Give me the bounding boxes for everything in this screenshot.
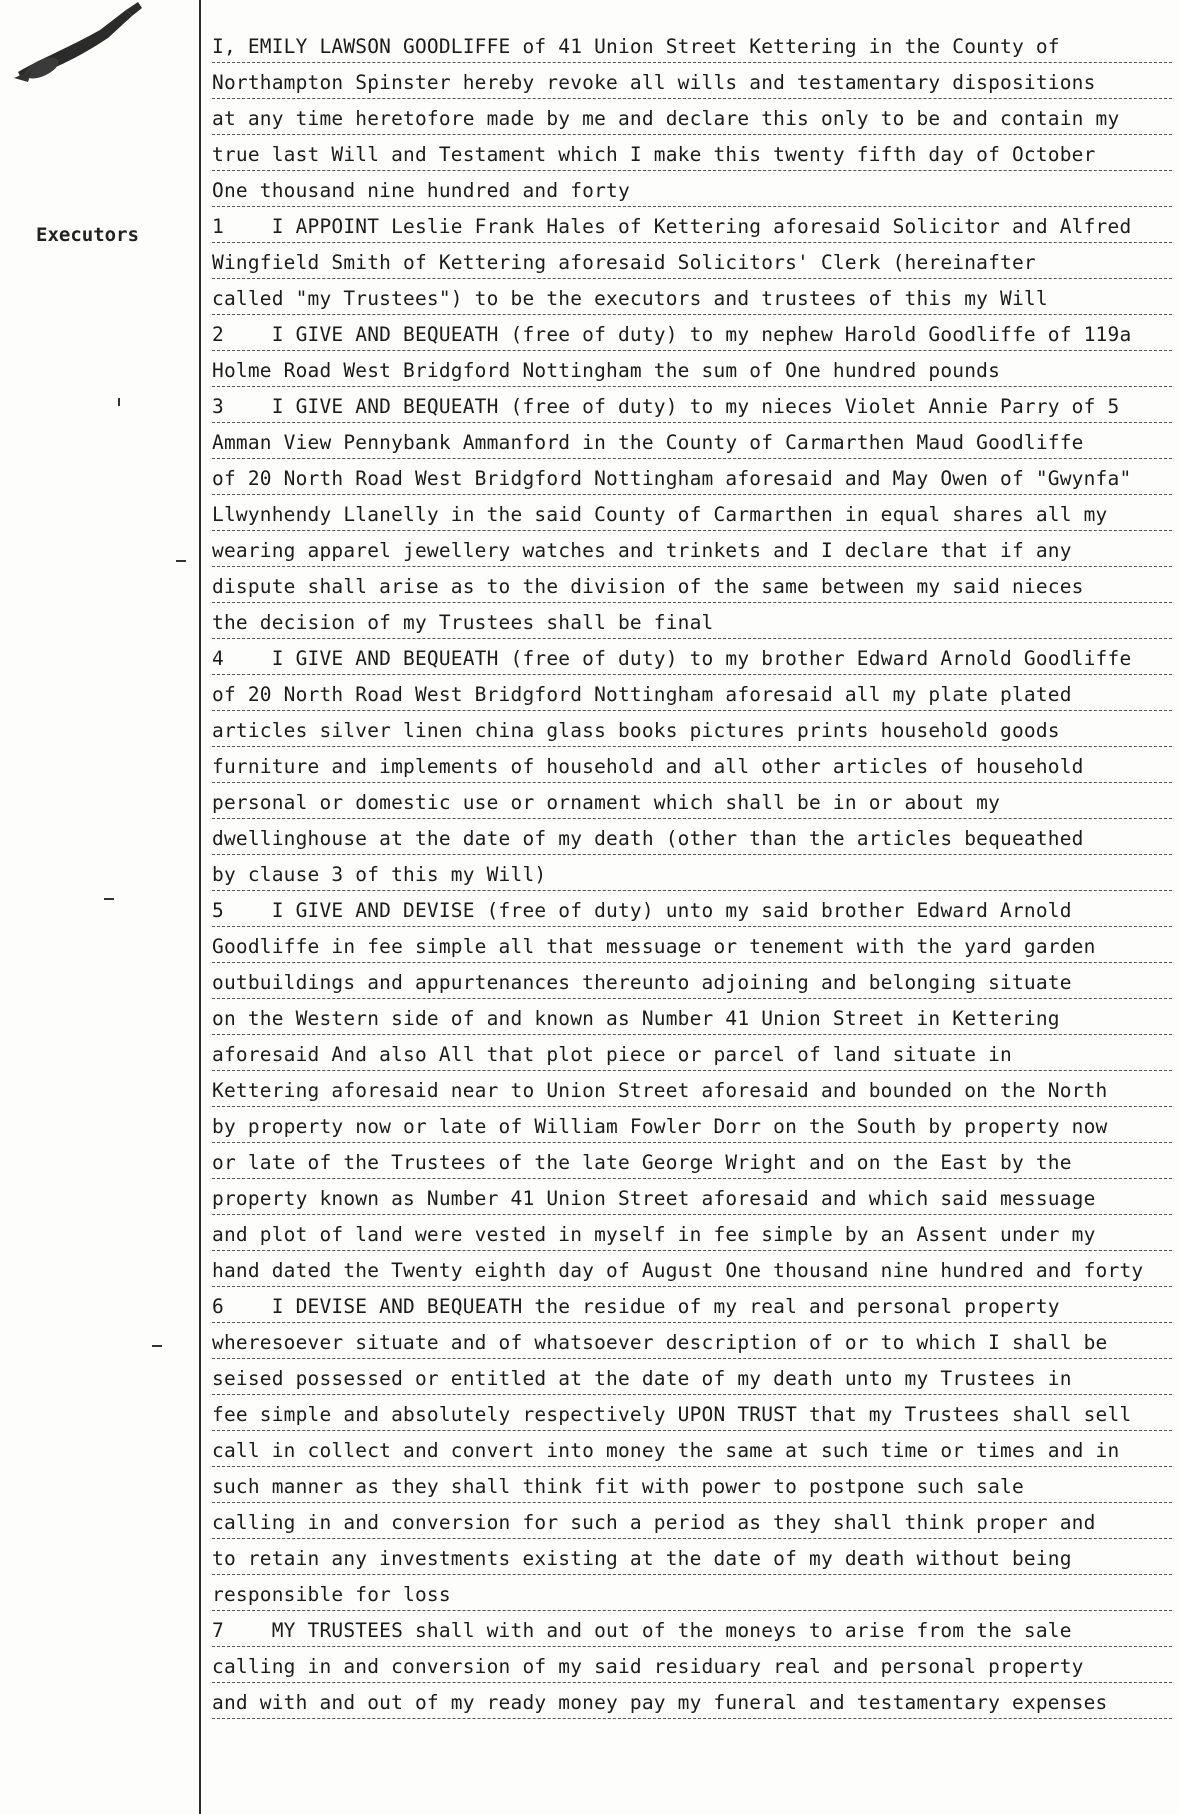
text-line: furniture and implements of household and all other articles of household	[212, 756, 1172, 783]
text-line: 5 I GIVE AND DEVISE (free of duty) unto my said brother Edward Arnold	[212, 900, 1172, 927]
text-line: One thousand nine hundred and forty	[212, 180, 1172, 207]
margin-mark	[104, 898, 114, 900]
margin-mark	[118, 398, 120, 406]
ribbon-seal-icon	[8, 0, 158, 90]
text-line: on the Western side of and known as Number 41 Union Street in Kettering	[212, 1008, 1172, 1035]
text-line: by clause 3 of this my Will)	[212, 864, 1172, 891]
text-line: or late of the Trustees of the late George Wright and on the East by the	[212, 1152, 1172, 1179]
text-line: wearing apparel jewellery watches and trinkets and I declare that if any	[212, 540, 1172, 567]
text-line: property known as Number 41 Union Street aforesaid and which said messuage	[212, 1188, 1172, 1215]
text-line: dispute shall arise as to the division of the same between my said nieces	[212, 576, 1172, 603]
text-line: dwellinghouse at the date of my death (other than the articles bequeathed	[212, 828, 1172, 855]
text-line: seised possessed or entitled at the date of my death unto my Trustees in	[212, 1368, 1172, 1395]
text-line: such manner as they shall think fit with power to postpone such sale	[212, 1476, 1172, 1503]
text-line: Wingfield Smith of Kettering aforesaid Solicitors' Clerk (hereinafter	[212, 252, 1172, 279]
text-line: hand dated the Twenty eighth day of August One thousand nine hundred and forty	[212, 1260, 1172, 1287]
text-line: I, EMILY LAWSON GOODLIFFE of 41 Union Street Kettering in the County of	[212, 36, 1172, 63]
text-line: responsible for loss	[212, 1584, 1172, 1611]
text-line: by property now or late of William Fowler Dorr on the South by property now	[212, 1116, 1172, 1143]
text-line: outbuildings and appurtenances thereunto adjoining and belonging situate	[212, 972, 1172, 999]
text-line: Holme Road West Bridgford Nottingham the sum of One hundred pounds	[212, 360, 1172, 387]
text-line: 6 I DEVISE AND BEQUEATH the residue of my real and personal property	[212, 1296, 1172, 1323]
text-line: personal or domestic use or ornament which shall be in or about my	[212, 792, 1172, 819]
text-line: of 20 North Road West Bridgford Nottingham aforesaid and May Owen of "Gwynfa"	[212, 468, 1172, 495]
margin-note-executors: Executors	[36, 224, 139, 246]
text-line: articles silver linen china glass books pictures prints household goods	[212, 720, 1172, 747]
text-line: and plot of land were vested in myself in fee simple by an Assent under my	[212, 1224, 1172, 1251]
text-line: Kettering aforesaid near to Union Street aforesaid and bounded on the North	[212, 1080, 1172, 1107]
text-line: aforesaid And also All that plot piece or parcel of land situate in	[212, 1044, 1172, 1071]
text-line: Goodliffe in fee simple all that messuage or tenement with the yard garden	[212, 936, 1172, 963]
text-line: of 20 North Road West Bridgford Nottingham aforesaid all my plate plated	[212, 684, 1172, 711]
text-line: 2 I GIVE AND BEQUEATH (free of duty) to my nephew Harold Goodliffe of 119a	[212, 324, 1172, 351]
text-line: fee simple and absolutely respectively UPON TRUST that my Trustees shall sell	[212, 1404, 1172, 1431]
text-line: Amman View Pennybank Ammanford in the County of Carmarthen Maud Goodliffe	[212, 432, 1172, 459]
text-line: at any time heretofore made by me and declare this only to be and contain my	[212, 108, 1172, 135]
text-line: the decision of my Trustees shall be final	[212, 612, 1172, 639]
text-line: Llwynhendy Llanelly in the said County of Carmarthen in equal shares all my	[212, 504, 1172, 531]
text-line: Northampton Spinster hereby revoke all wills and testamentary dispositions	[212, 72, 1172, 99]
text-line: 7 MY TRUSTEES shall with and out of the moneys to arise from the sale	[212, 1620, 1172, 1647]
text-line: 4 I GIVE AND BEQUEATH (free of duty) to my brother Edward Arnold Goodliffe	[212, 648, 1172, 675]
left-margin-rule	[199, 0, 201, 1814]
text-line: wheresoever situate and of whatsoever description of or to which I shall be	[212, 1332, 1172, 1359]
text-line: 1 I APPOINT Leslie Frank Hales of Kettering aforesaid Solicitor and Alfred	[212, 216, 1172, 243]
text-line: called "my Trustees") to be the executors and trustees of this my Will	[212, 288, 1172, 315]
margin-mark	[176, 560, 186, 562]
will-body	[212, 36, 1172, 1728]
margin-mark	[152, 1345, 162, 1347]
text-line: call in collect and convert into money the same at such time or times and in	[212, 1440, 1172, 1467]
text-line: calling in and conversion of my said residuary real and personal property	[212, 1656, 1172, 1683]
text-line: calling in and conversion for such a period as they shall think proper and	[212, 1512, 1172, 1539]
text-line: and with and out of my ready money pay my funeral and testamentary expenses	[212, 1692, 1172, 1719]
text-line: to retain any investments existing at the date of my death without being	[212, 1548, 1172, 1575]
text-line: 3 I GIVE AND BEQUEATH (free of duty) to my nieces Violet Annie Parry of 5	[212, 396, 1172, 423]
text-line: true last Will and Testament which I make this twenty fifth day of October	[212, 144, 1172, 171]
